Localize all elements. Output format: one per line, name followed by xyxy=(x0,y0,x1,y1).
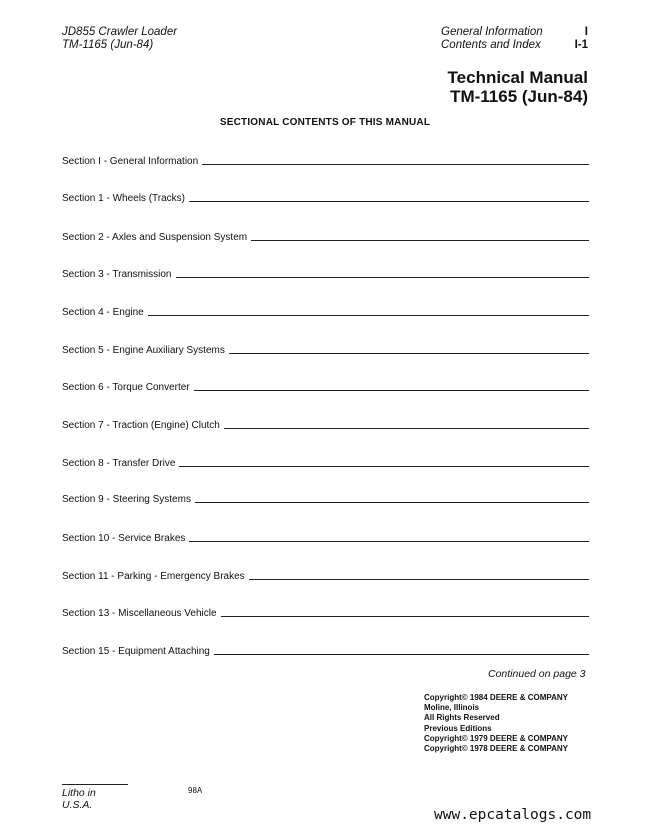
toc-label: Section I - General Information xyxy=(62,156,199,167)
toc-leader xyxy=(179,466,589,467)
toc-row[interactable] xyxy=(62,417,589,431)
toc-leader xyxy=(249,579,589,580)
copyright-location: Moline, Illinois xyxy=(424,703,480,713)
toc-row[interactable] xyxy=(62,491,589,505)
copyright-line: Copyright© 1978 DEERE & COMPANY xyxy=(424,744,568,754)
toc-row[interactable] xyxy=(62,190,589,204)
toc-label: Section 15 - Equipment Attaching xyxy=(62,646,210,657)
header-group: General Information xyxy=(441,26,543,38)
toc-row[interactable] xyxy=(62,266,589,280)
toc-row[interactable] xyxy=(62,153,589,167)
toc-row[interactable] xyxy=(62,568,589,582)
header-subgroup: Contents and Index xyxy=(441,39,541,51)
manual-title-line1: Technical Manual xyxy=(447,68,588,87)
toc-leader xyxy=(221,616,589,617)
toc-label: Section 1 - Wheels (Tracks) xyxy=(62,193,185,204)
toc-label: Section 10 - Service Brakes xyxy=(62,533,186,544)
toc-leader xyxy=(224,428,589,429)
toc-leader xyxy=(189,201,589,202)
toc-row[interactable] xyxy=(62,455,589,469)
copyright-line: Copyright© 1984 DEERE & COMPANY xyxy=(424,693,568,702)
toc-row[interactable] xyxy=(62,605,589,619)
toc-label: Section 2 - Axles and Suspension System xyxy=(62,232,248,243)
copyright-previous: Previous Editions xyxy=(424,723,492,733)
toc-leader xyxy=(194,390,589,391)
manual-title-line2: TM-1165 (Jun-84) xyxy=(450,87,588,106)
toc-label: Section 11 - Parking - Emergency Brakes xyxy=(62,571,245,582)
toc-label: Section 4 - Engine xyxy=(62,307,144,318)
toc-leader xyxy=(176,277,590,278)
toc-row[interactable] xyxy=(62,229,589,243)
toc-leader xyxy=(195,502,589,503)
toc-leader xyxy=(202,164,589,165)
page-code: 98A xyxy=(188,786,203,795)
toc-row[interactable] xyxy=(62,304,589,318)
toc-label: Section 6 - Torque Converter xyxy=(62,382,190,393)
manual-title xyxy=(448,68,588,106)
header-section-title xyxy=(441,26,543,52)
header-model: JD855 Crawler Loader xyxy=(62,26,178,38)
toc-row[interactable] xyxy=(62,530,589,544)
header-page-ref xyxy=(572,26,588,52)
toc-row[interactable] xyxy=(62,342,589,356)
copyright-rights: All Rights Reserved xyxy=(424,713,500,723)
toc-leader xyxy=(251,240,589,241)
contents-heading: SECTIONAL CONTENTS OF THIS MANUAL xyxy=(219,117,431,128)
toc-leader xyxy=(148,315,589,316)
toc-row[interactable] xyxy=(62,643,589,657)
header-page-number: I-1 xyxy=(574,39,588,51)
toc-label: Section 8 - Transfer Drive xyxy=(62,458,176,469)
toc-label: Section 9 - Steering Systems xyxy=(62,494,191,505)
continued-note: Continued on page 3 xyxy=(488,668,586,680)
header-manual-id xyxy=(62,26,177,52)
toc-label: Section 5 - Engine Auxiliary Systems xyxy=(62,345,225,356)
toc-label: Section 3 - Transmission xyxy=(62,269,172,280)
toc-leader xyxy=(214,654,589,655)
copyright-block xyxy=(424,693,568,754)
toc-row[interactable] xyxy=(62,379,589,393)
toc-leader xyxy=(229,353,589,354)
toc-label: Section 7 - Traction (Engine) Clutch xyxy=(62,420,220,431)
toc-leader xyxy=(189,541,589,542)
header-section-number: I xyxy=(584,26,588,38)
copyright-line: Copyright© 1979 DEERE & COMPANY xyxy=(424,733,568,743)
watermark-url[interactable]: www.epcatalogs.com xyxy=(434,807,592,823)
header-tm-number: TM-1165 (Jun-84) xyxy=(62,39,154,51)
litho-note: Litho in U.S.A. xyxy=(62,784,128,811)
toc-label: Section 13 - Miscellaneous Vehicle xyxy=(62,608,217,619)
